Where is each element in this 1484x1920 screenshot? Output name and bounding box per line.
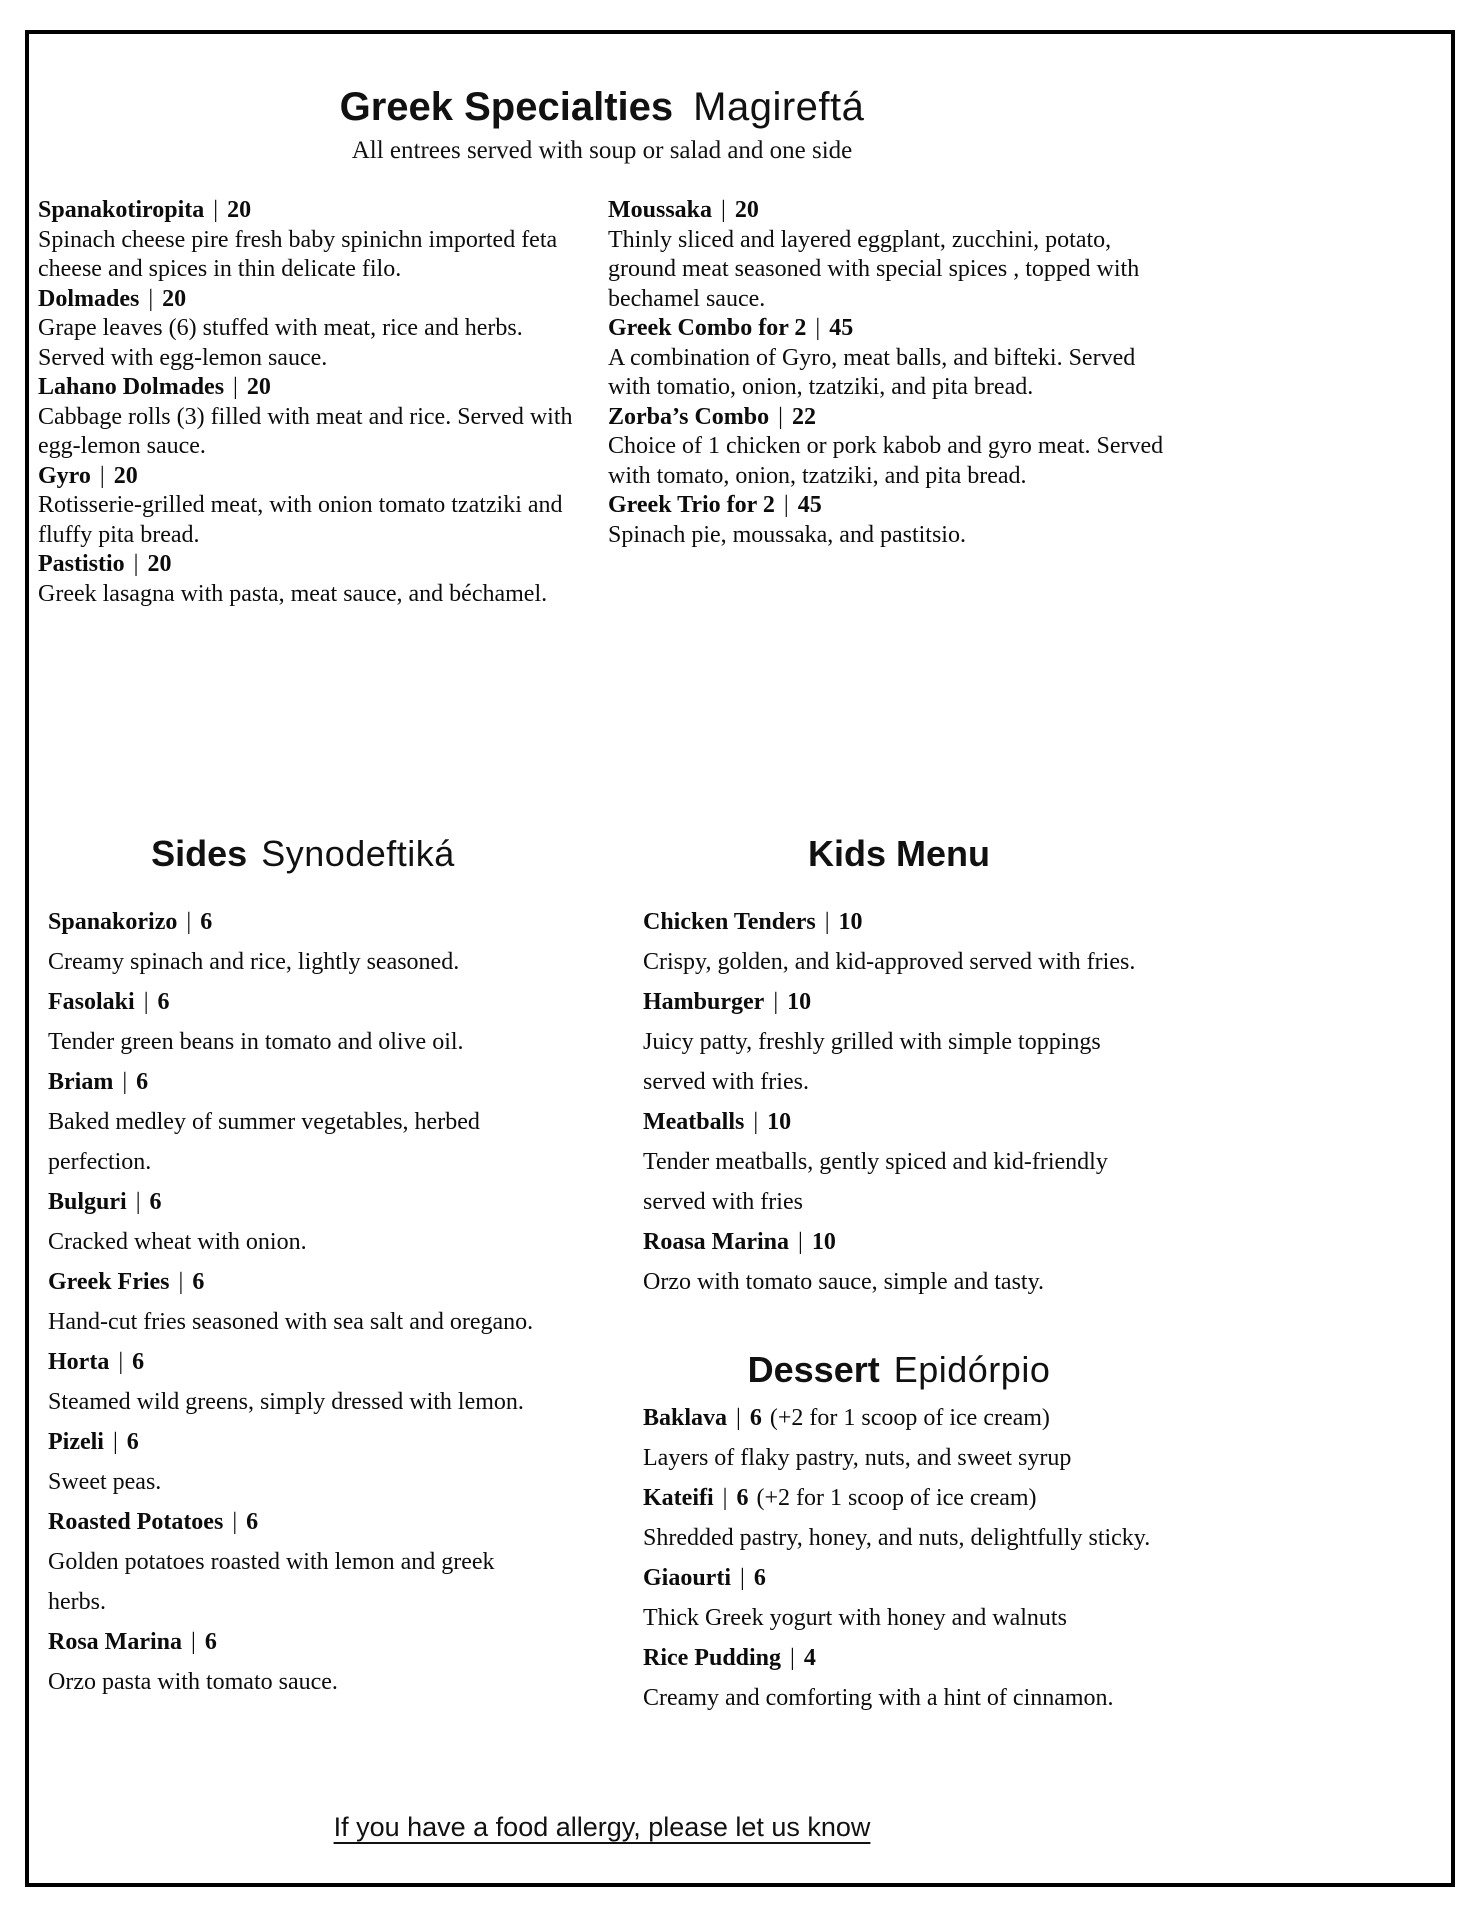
item-description: Golden potatoes roasted with lemon and greek herbs. <box>48 1549 495 1615</box>
item-description: Cabbage rolls (3) filled with meat and rice. Served with egg-lemon sauce. <box>38 403 573 459</box>
dessert-header <box>643 1348 1155 1392</box>
item-description: Layers of flaky pastry, nuts, and sweet syrup <box>643 1445 1072 1471</box>
item-header <box>608 196 1166 226</box>
item-price: 6 <box>200 909 213 935</box>
section-kids-dessert <box>643 832 1155 1718</box>
dessert-title: Dessert <box>747 1349 880 1390</box>
title-english: Greek Specialties <box>339 85 674 129</box>
price-separator: | <box>778 403 783 430</box>
item-description: Spinach pie, moussaka, and pastitsio. <box>608 521 966 548</box>
menu-item-moussaka <box>608 196 1166 314</box>
item-header <box>48 1622 558 1662</box>
menu-item-chicken-tenders <box>643 902 1155 982</box>
menu-subtitle: All entrees served with soup or salad and one side <box>351 137 853 164</box>
menu-item-bulguri <box>48 1182 558 1262</box>
menu-item-zorbas-combo <box>608 403 1166 492</box>
item-description: Shredded pastry, honey, and nuts, delightfully sticky. <box>643 1525 1151 1551</box>
price-separator: | <box>133 551 139 577</box>
item-header <box>643 1398 1155 1438</box>
price-separator: | <box>143 989 149 1015</box>
item-price: 45 <box>829 315 854 341</box>
item-name: Dolmades <box>38 285 140 312</box>
item-header <box>608 491 1166 521</box>
item-name: Pizeli <box>48 1429 104 1455</box>
specialties-right-column <box>608 196 1166 609</box>
item-description: Sweet peas. <box>48 1469 162 1495</box>
page-title <box>38 84 1166 130</box>
item-name: Greek Fries <box>48 1269 170 1295</box>
item-price: 20 <box>162 285 187 312</box>
menu-item-lahano-dolmades <box>38 373 578 462</box>
item-price: 20 <box>246 374 271 400</box>
price-separator: | <box>824 909 830 935</box>
sides-title: Sides <box>151 833 248 874</box>
item-name: Spanakotiropita <box>38 197 205 223</box>
menu-item-greek-combo <box>608 314 1166 403</box>
sides-header <box>48 832 558 876</box>
item-price: 10 <box>787 989 812 1015</box>
item-price: 45 <box>797 492 822 518</box>
price-separator: | <box>178 1269 184 1295</box>
item-name: Roasa Marina <box>643 1229 789 1255</box>
item-header <box>608 314 1166 344</box>
item-description: Baked medley of summer vegetables, herbed perfection. <box>48 1109 480 1175</box>
item-name: Gyro <box>38 462 91 489</box>
menu-item-pastistio <box>38 550 578 609</box>
menu-item-roasa-marina <box>643 1222 1155 1302</box>
allergy-notice <box>38 1812 1166 1843</box>
price-separator: | <box>773 989 779 1015</box>
price-separator: | <box>736 1405 741 1431</box>
item-description: Crispy, golden, and kid-approved served with fries. <box>643 949 1136 975</box>
menu-item-gyro <box>38 462 578 551</box>
item-name: Bulguri <box>48 1189 127 1215</box>
item-header <box>48 982 558 1022</box>
item-name: Briam <box>48 1069 114 1095</box>
item-price: 20 <box>147 551 172 577</box>
item-price: 6 <box>149 1189 162 1215</box>
item-name: Chicken Tenders <box>643 909 816 935</box>
item-description: Thick Greek yogurt with honey and walnuts <box>643 1605 1067 1631</box>
sides-items <box>48 902 558 1702</box>
item-price: 22 <box>791 403 816 430</box>
item-price: 4 <box>803 1645 816 1671</box>
item-price: 6 <box>157 989 170 1015</box>
kids-items <box>643 902 1155 1302</box>
item-description: Tender green beans in tomato and olive oil. <box>48 1029 464 1055</box>
sides-title-greek: Synodeftiká <box>261 833 455 874</box>
item-header <box>643 902 1155 942</box>
menu-item-rosa-marina <box>48 1622 558 1702</box>
item-description: Orzo with tomato sauce, simple and tasty. <box>643 1269 1045 1295</box>
kids-header <box>643 832 1155 876</box>
item-price: 6 <box>246 1509 259 1535</box>
price-separator: | <box>740 1565 745 1591</box>
item-name: Meatballs <box>643 1109 745 1135</box>
item-price: 6 <box>192 1269 205 1295</box>
item-price: 20 <box>734 197 759 223</box>
item-name: Baklava <box>643 1405 728 1431</box>
item-header <box>643 1102 1155 1142</box>
price-separator: | <box>798 1229 803 1255</box>
price-separator: | <box>186 909 192 935</box>
price-separator: | <box>122 1069 128 1095</box>
item-name: Horta <box>48 1349 110 1375</box>
item-price: 6 <box>136 1069 149 1095</box>
item-header <box>48 1422 558 1462</box>
dessert-items <box>643 1398 1155 1718</box>
item-header <box>48 1502 558 1542</box>
price-separator: | <box>815 315 821 341</box>
item-header <box>48 1262 558 1302</box>
item-header <box>643 1478 1155 1518</box>
item-description: Grape leaves (6) stuffed with meat, rice and herbs. Served with egg-lemon sauce. <box>38 315 523 371</box>
item-description: Orzo pasta with tomato sauce. <box>48 1669 338 1695</box>
item-name: Hamburger <box>643 989 765 1015</box>
price-separator: | <box>112 1429 118 1455</box>
item-header <box>643 1558 1155 1598</box>
item-header <box>643 1638 1155 1678</box>
menu-item-spanakotiropita <box>38 196 578 285</box>
item-header <box>38 373 578 403</box>
item-description: Creamy and comforting with a hint of cinnamon. <box>643 1685 1114 1711</box>
allergy-notice-text: If you have a food allergy, please let us know <box>333 1812 871 1842</box>
price-separator: | <box>191 1629 196 1655</box>
menu-item-dolmades <box>38 285 578 374</box>
kids-title: Kids Menu <box>807 833 990 874</box>
item-header <box>48 1342 558 1382</box>
item-price: 6 <box>753 1565 766 1591</box>
item-name: Pastistio <box>38 551 125 577</box>
item-name: Rice Pudding <box>643 1645 782 1671</box>
item-header <box>643 982 1155 1022</box>
item-price: 10 <box>811 1229 836 1255</box>
menu-item-meatballs <box>643 1102 1155 1222</box>
item-name: Giaourti <box>643 1565 731 1591</box>
item-description: Choice of 1 chicken or pork kabob and gyro meat. Served with tomato, onion, tzatziki, and pita bread. <box>608 433 1164 489</box>
section-greek-specialties <box>38 196 1166 609</box>
price-separator: | <box>753 1109 759 1135</box>
item-name: Zorba’s Combo <box>608 403 770 430</box>
item-name: Lahano Dolmades <box>38 374 225 400</box>
item-description: Greek lasagna with pasta, meat sauce, and béchamel. <box>38 580 548 607</box>
item-name: Roasted Potatoes <box>48 1509 224 1535</box>
menu-item-fasolaki <box>48 982 558 1062</box>
menu-item-kateifi <box>643 1478 1155 1558</box>
menu-item-greek-trio <box>608 491 1166 550</box>
menu-item-horta <box>48 1342 558 1422</box>
specialties-left-column <box>38 196 578 609</box>
item-name: Greek Trio for 2 <box>608 492 775 518</box>
item-header <box>38 462 578 492</box>
item-note: (+2 for 1 scoop of ice cream) <box>769 1405 1050 1431</box>
item-name: Moussaka <box>608 197 713 223</box>
item-price: 6 <box>736 1485 749 1511</box>
item-description: Rotisserie-grilled meat, with onion tomato tzatziki and fluffy pita bread. <box>38 492 563 548</box>
menu-item-roasted-potatoes <box>48 1502 558 1622</box>
price-separator: | <box>232 1509 238 1535</box>
item-price: 6 <box>132 1349 145 1375</box>
price-separator: | <box>783 492 789 518</box>
item-header <box>608 403 1166 433</box>
item-header <box>643 1222 1155 1262</box>
item-header <box>48 902 558 942</box>
dessert-title-greek: Epidórpio <box>893 1349 1051 1390</box>
price-separator: | <box>99 462 105 489</box>
item-price: 6 <box>126 1429 139 1455</box>
menu-item-briam <box>48 1062 558 1182</box>
item-name: Rosa Marina <box>48 1629 182 1655</box>
item-name: Kateifi <box>643 1485 714 1511</box>
item-price: 6 <box>204 1629 217 1655</box>
menu-item-giaourti <box>643 1558 1155 1638</box>
item-price: 6 <box>749 1405 762 1431</box>
item-note: (+2 for 1 scoop of ice cream) <box>756 1485 1037 1511</box>
menu-item-baklava <box>643 1398 1155 1478</box>
item-description: Thinly sliced and layered eggplant, zucchini, potato, ground meat seasoned with special spices , topped with bechamel sauce. <box>608 226 1140 312</box>
price-separator: | <box>135 1189 141 1215</box>
menu-item-hamburger <box>643 982 1155 1102</box>
item-header <box>48 1062 558 1102</box>
item-description: Cracked wheat with onion. <box>48 1229 307 1255</box>
item-description: Juicy patty, freshly grilled with simple toppings served with fries. <box>643 1029 1101 1095</box>
item-description: Hand-cut fries seasoned with sea salt and oregano. <box>48 1309 534 1335</box>
item-name: Fasolaki <box>48 989 135 1015</box>
item-name: Greek Combo for 2 <box>608 315 807 341</box>
menu-item-rice-pudding <box>643 1638 1155 1718</box>
menu-header <box>38 84 1166 166</box>
item-price: 20 <box>113 462 138 489</box>
item-name: Spanakorizo <box>48 909 178 935</box>
price-separator: | <box>721 197 726 223</box>
menu-item-spanakorizo <box>48 902 558 982</box>
section-sides <box>48 832 558 1702</box>
menu-item-greek-fries <box>48 1262 558 1342</box>
menu-item-pizeli <box>48 1422 558 1502</box>
item-description: Spinach cheese pire fresh baby spinichn imported feta cheese and spices in thin delicate filo. <box>38 226 558 282</box>
item-description: Steamed wild greens, simply dressed with lemon. <box>48 1389 524 1415</box>
item-header <box>38 196 578 226</box>
item-price: 10 <box>838 909 863 935</box>
item-price: 10 <box>767 1109 792 1135</box>
item-header <box>48 1182 558 1222</box>
item-description: Creamy spinach and rice, lightly seasoned. <box>48 949 460 975</box>
price-separator: | <box>233 374 238 400</box>
price-separator: | <box>148 285 154 312</box>
price-separator: | <box>213 197 219 223</box>
price-separator: | <box>118 1349 124 1375</box>
price-separator: | <box>790 1645 795 1671</box>
item-header <box>38 550 578 580</box>
price-separator: | <box>722 1485 728 1511</box>
item-header <box>38 285 578 315</box>
item-description: Tender meatballs, gently spiced and kid-friendly served with fries <box>643 1149 1108 1215</box>
title-greek: Magireftá <box>693 85 865 129</box>
item-price: 20 <box>227 197 252 223</box>
item-description: A combination of Gyro, meat balls, and bifteki. Served with tomatio, onion, tzatziki, and pita bread. <box>608 344 1136 400</box>
